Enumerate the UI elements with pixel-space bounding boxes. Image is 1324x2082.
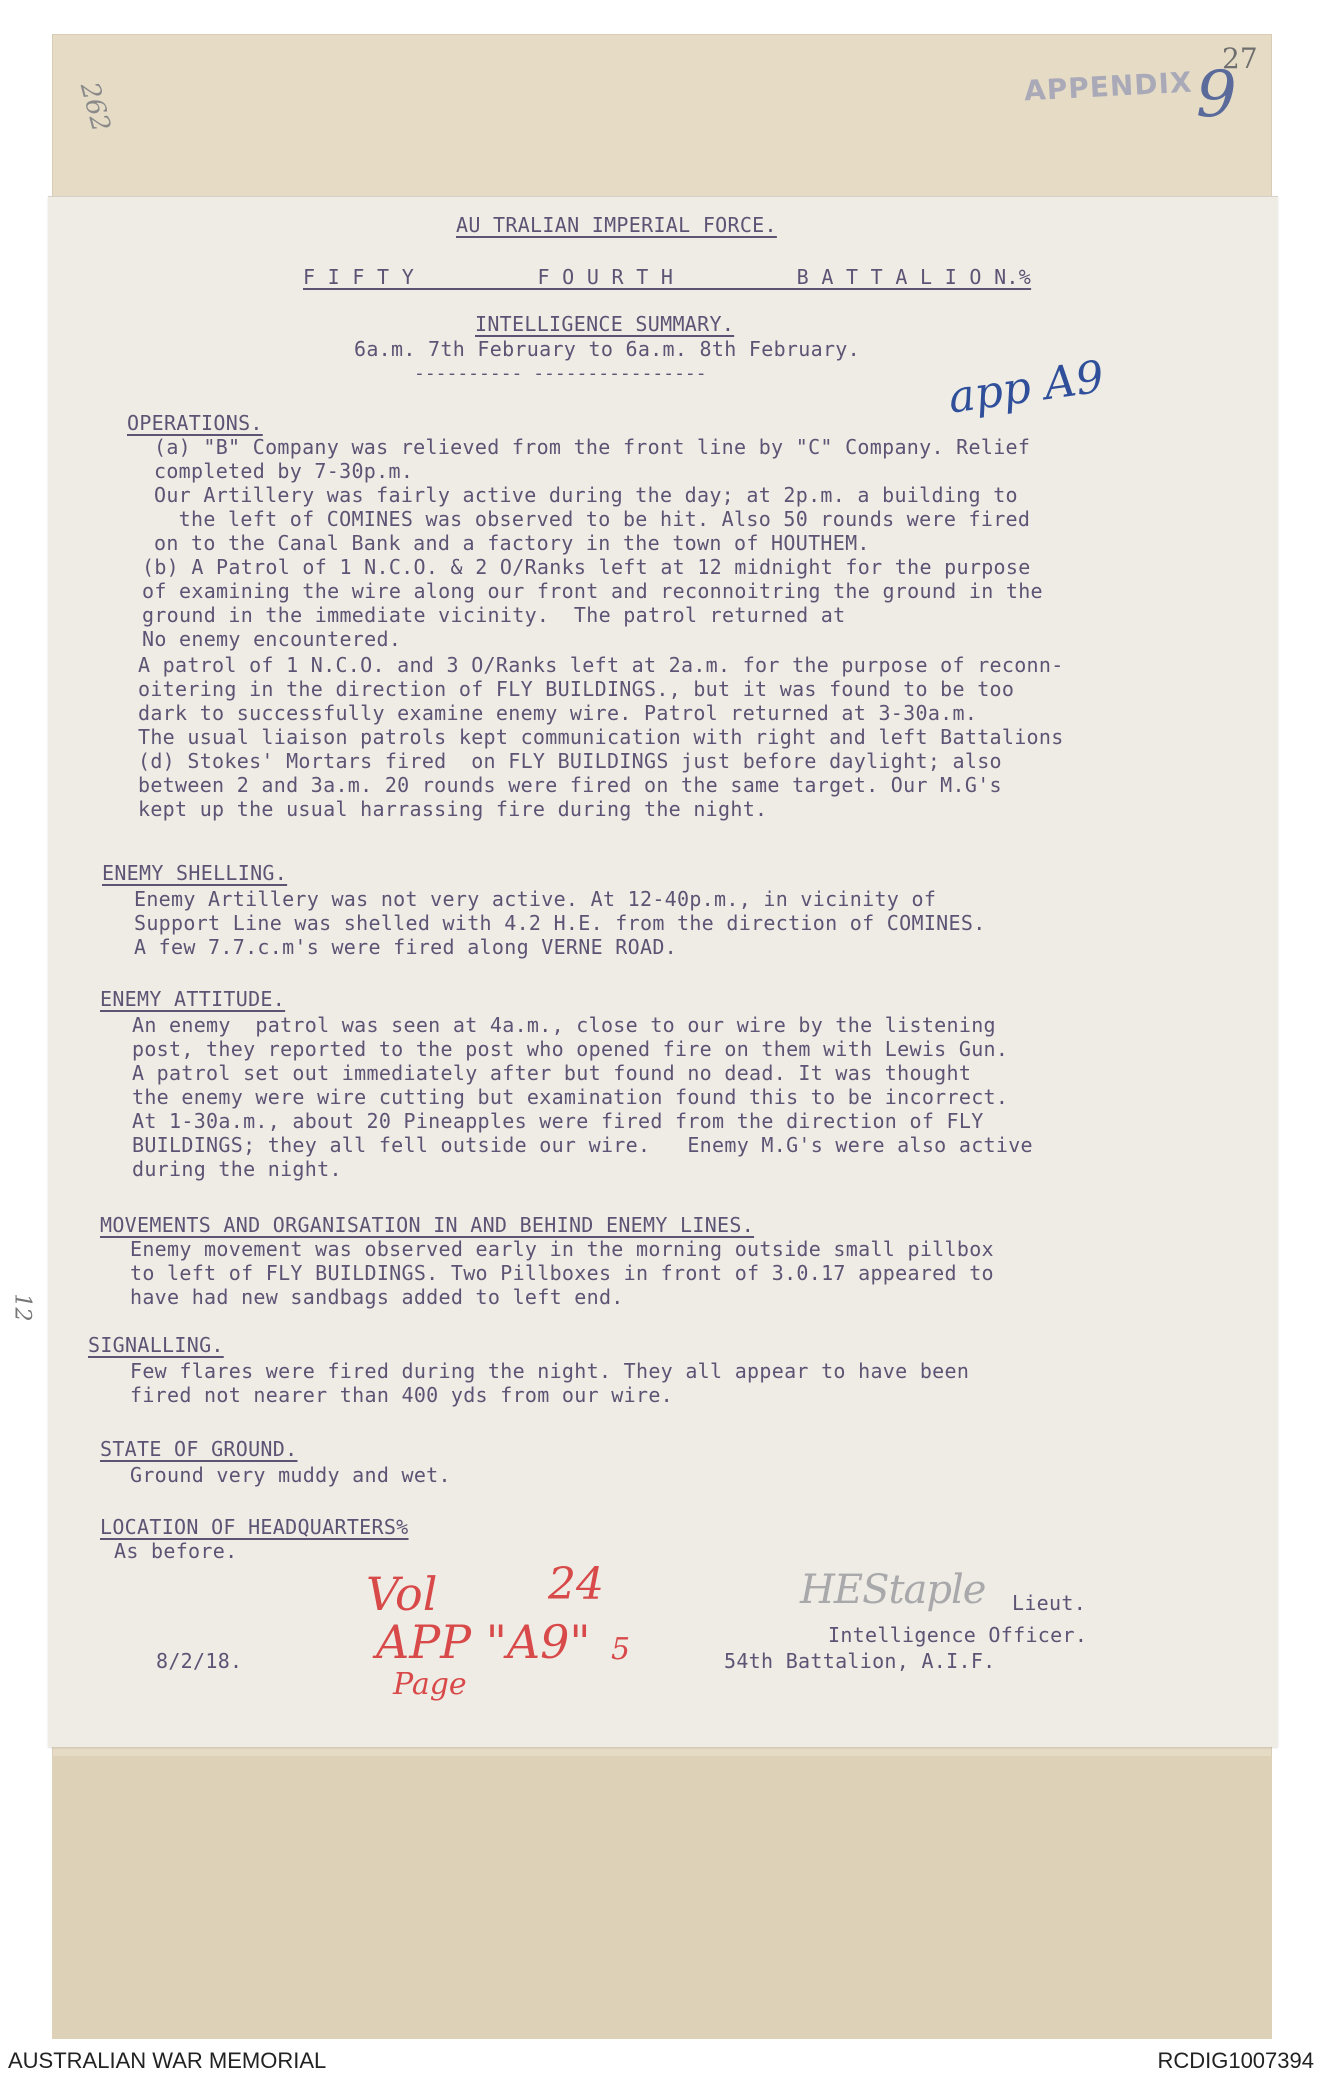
signature-rank: Lieut.: [1012, 1591, 1087, 1615]
section-heading-signalling: SIGNALLING.: [88, 1333, 224, 1357]
operations-line: (b) A Patrol of 1 N.C.O. & 2 O/Ranks left at 12 midnight for the purpose: [142, 555, 1031, 579]
location-of-headquarters-line: As before.: [114, 1539, 238, 1563]
movements-line: Enemy movement was observed early in the morning outside small pillbox: [130, 1237, 994, 1261]
corner-folio-number: 27: [1222, 42, 1258, 75]
battalion-heading: F I F T Y F O U R T H B A T T A L I O N.%: [303, 265, 1032, 289]
typed-document-sheet: [48, 196, 1278, 1747]
force-heading: AU TRALIAN IMPERIAL FORCE.: [456, 213, 777, 237]
footer-reference-id: RCDIG1007394: [1157, 2048, 1314, 2073]
section-heading-movements: MOVEMENTS AND ORGANISATION IN AND BEHIND ENEMY LINES.: [100, 1213, 755, 1237]
operations-line: the left of COMINES was observed to be hit. Also 50 rounds were fired: [154, 507, 1031, 531]
red-annotation-page: Page: [393, 1667, 467, 1702]
operations-line: (a) "B" Company was relieved from the front line by "C" Company. Relief: [154, 435, 1031, 459]
operations-line: ground in the immediate vicinity. The patrol returned at: [142, 603, 846, 627]
enemy-attitude-line: post, they reported to the post who opened fire on them with Lewis Gun.: [132, 1037, 1009, 1061]
movements-line: have had new sandbags added to left end.: [130, 1285, 624, 1309]
margin-pencil-mark: 12: [9, 1293, 35, 1322]
enemy-attitude-line: during the night.: [132, 1157, 342, 1181]
operations-line: kept up the usual harrassing fire during the night.: [138, 797, 768, 821]
operations-line: The usual liaison patrols kept communication with right and left Battalions: [138, 725, 1064, 749]
state-of-ground-line: Ground very muddy and wet.: [130, 1463, 451, 1487]
footer-institution: AUSTRALIAN WAR MEMORIAL: [8, 2048, 327, 2073]
operations-line: completed by 7-30p.m.: [154, 459, 414, 483]
report-date: 8/2/18.: [156, 1649, 243, 1673]
report-period: 6a.m. 7th February to 6a.m. 8th February.: [354, 337, 860, 361]
section-heading-enemy-attitude: ENEMY ATTITUDE.: [100, 987, 286, 1011]
signalling-line: Few flares were fired during the night. They all appear to have been: [130, 1359, 970, 1383]
operations-line: Our Artillery was fairly active during the day; at 2p.m. a building to: [154, 483, 1018, 507]
red-annotation-vol-number: 24: [548, 1559, 604, 1610]
enemy-attitude-line: BUILDINGS; they all fell outside our wire. Enemy M.G's were also active: [132, 1133, 1033, 1157]
title-rule: ---------- ----------------: [414, 363, 707, 384]
movements-line: to left of FLY BUILDINGS. Two Pillboxes in front of 3.0.17 appeared to: [130, 1261, 994, 1285]
operations-line: oitering in the direction of FLY BUILDINGS., but it was found to be too: [138, 677, 1015, 701]
enemy-shelling-line: Enemy Artillery was not very active. At 12-40p.m., in vicinity of: [134, 887, 937, 911]
red-annotation-app: APP "A9": [376, 1615, 591, 1669]
enemy-attitude-line: An enemy patrol was seen at 4a.m., close to our wire by the listening: [132, 1013, 996, 1037]
operations-line: of examining the wire along our front and reconnoitring the ground in the: [142, 579, 1043, 603]
section-heading-location-of-headquarters: LOCATION OF HEADQUARTERS%: [100, 1515, 409, 1539]
operations-line: dark to successfully examine enemy wire. Patrol returned at 3-30a.m.: [138, 701, 978, 725]
signature-unit: 54th Battalion, A.I.F.: [724, 1649, 996, 1673]
operations-line: A patrol of 1 N.C.O. and 3 O/Ranks left at 2a.m. for the purpose of reconn-: [138, 653, 1064, 677]
section-heading-state-of-ground: STATE OF GROUND.: [100, 1437, 298, 1461]
appendix-stamp: APPENDIX: [1023, 65, 1194, 108]
document-title: INTELLIGENCE SUMMARY.: [475, 312, 735, 336]
section-heading-enemy-shelling: ENEMY SHELLING.: [102, 861, 288, 885]
pencil-page-number: 262: [73, 79, 116, 135]
operations-line: (d) Stokes' Mortars fired on FLY BUILDINGS just before daylight; also: [138, 749, 1002, 773]
appendix-handwritten-number: 9: [1196, 58, 1237, 132]
enemy-attitude-line: At 1-30a.m., about 20 Pineapples were fired from the direction of FLY: [132, 1109, 984, 1133]
section-heading-operations: OPERATIONS.: [127, 411, 263, 435]
officer-signature: HEStaple: [800, 1567, 986, 1613]
operations-line: on to the Canal Bank and a factory in the town of HOUTHEM.: [154, 531, 870, 555]
operations-line: No enemy encountered.: [142, 627, 402, 651]
red-annotation-vol: Vol: [366, 1567, 438, 1621]
signalling-line: fired not nearer than 400 yds from our wire.: [130, 1383, 674, 1407]
red-annotation-suffix: 5: [611, 1632, 631, 1667]
handwritten-reference: app A9: [945, 351, 1108, 424]
enemy-shelling-line: A few 7.7.c.m's were fired along VERNE ROAD.: [134, 935, 678, 959]
operations-line: between 2 and 3a.m. 20 rounds were fired on the same target. Our M.G's: [138, 773, 1002, 797]
signature-role: Intelligence Officer.: [828, 1623, 1088, 1647]
backing-sheet-bottom: [52, 1756, 1272, 2039]
enemy-attitude-line: A patrol set out immediately after but found no dead. It was thought: [132, 1061, 972, 1085]
enemy-shelling-line: Support Line was shelled with 4.2 H.E. from the direction of COMINES.: [134, 911, 986, 935]
enemy-attitude-line: the enemy were wire cutting but examination found this to be incorrect.: [132, 1085, 1009, 1109]
